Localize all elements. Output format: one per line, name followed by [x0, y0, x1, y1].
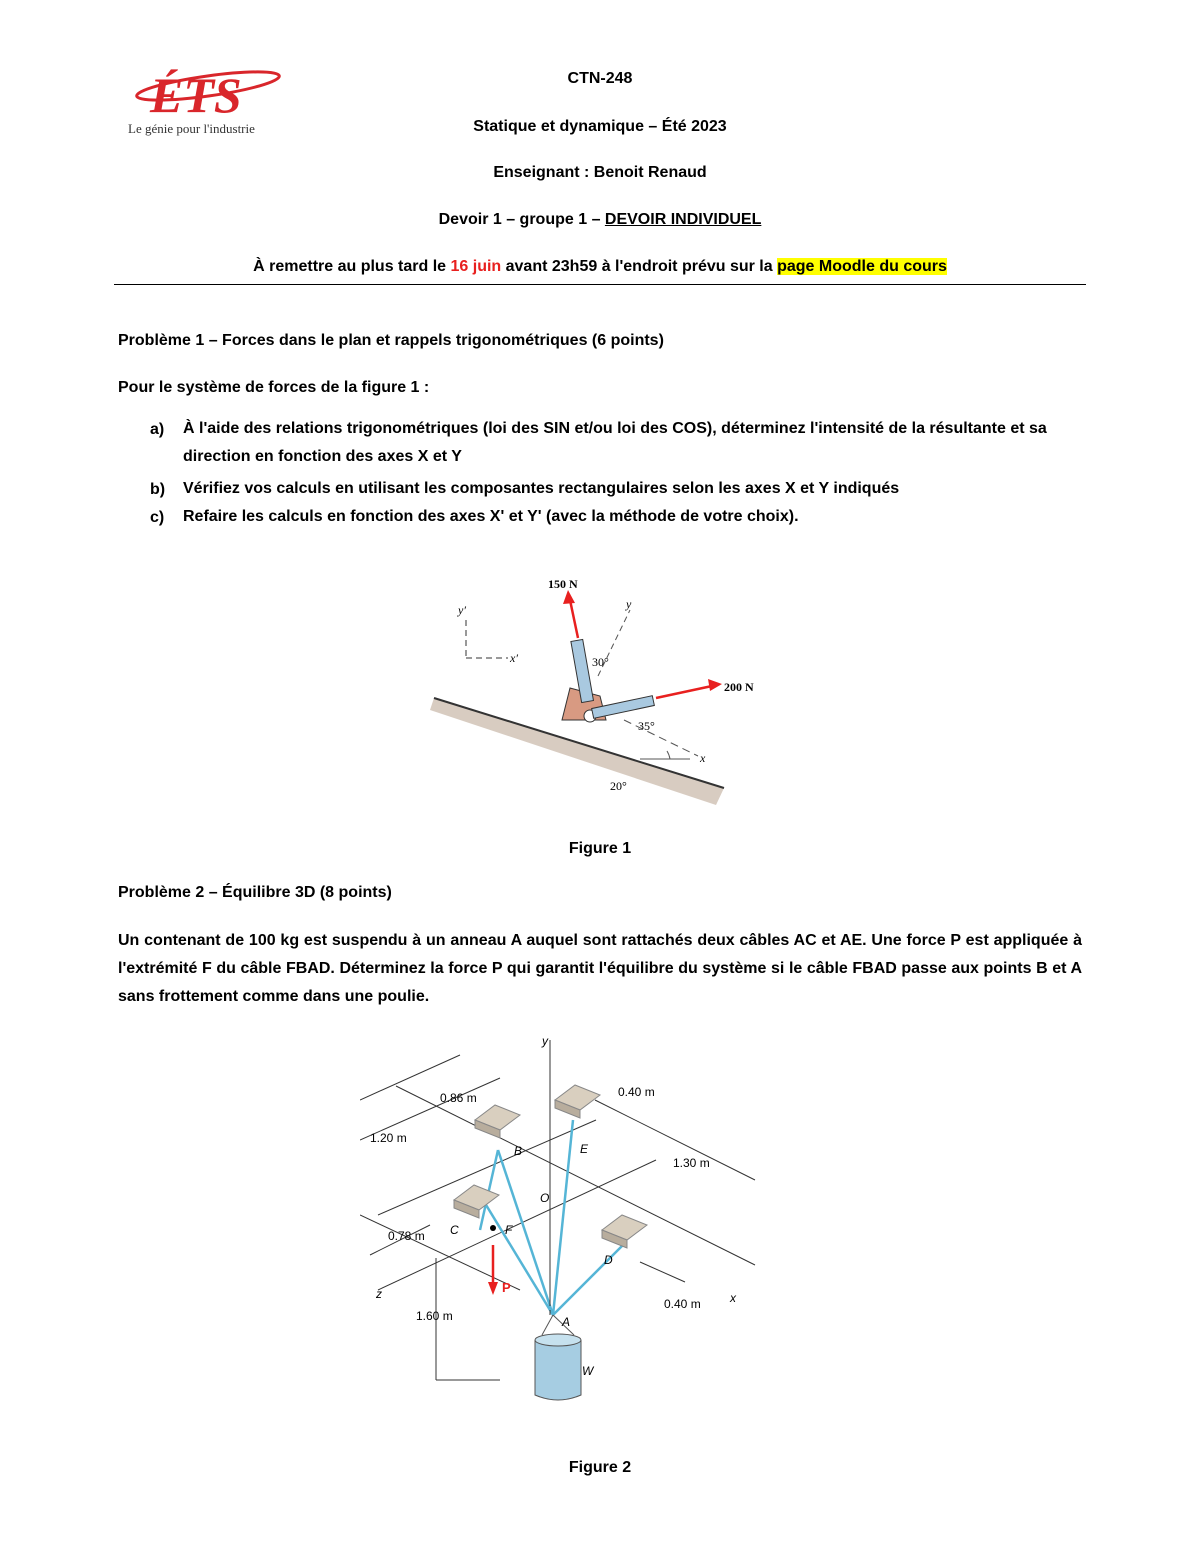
- list-item: c) Refaire les calculs en fonction des axes X' et Y' (avec la méthode de votre choix).: [150, 508, 799, 526]
- due-date: 16 juin: [450, 258, 502, 275]
- angle-35: 35°: [638, 719, 655, 733]
- axis-x: x: [700, 751, 706, 765]
- point-E: E: [580, 1142, 589, 1156]
- list-item: a) À l'aide des relations trigonométriques (loi des SIN et/ou loi des COS), déterminez l'intensité de la résultante et sa direction en fonction des axes X et Y: [150, 420, 1047, 465]
- point-D: D: [604, 1253, 613, 1267]
- force-150: 150 N: [548, 577, 578, 591]
- course-code: CTN-248: [567, 70, 633, 87]
- force-P: P: [502, 1280, 511, 1295]
- axis-z: z: [376, 1287, 382, 1301]
- figure-1: [420, 570, 780, 810]
- point-F: F: [505, 1223, 513, 1237]
- dim-040-bottom: 0.40 m: [664, 1297, 701, 1311]
- axis-x: x: [730, 1291, 736, 1305]
- moodle-link: page Moodle du cours: [777, 258, 947, 275]
- dim-130: 1.30 m: [673, 1156, 710, 1170]
- dim-086: 0.86 m: [440, 1091, 477, 1105]
- axis-xprime: x′: [510, 651, 518, 665]
- devoir-title: Devoir 1 – groupe 1 – DEVOIR INDIVIDUEL: [438, 211, 762, 228]
- figure-2-caption: Figure 2: [568, 1459, 632, 1476]
- problem1-intro: Pour le système de forces de la figure 1 :: [118, 379, 430, 396]
- figure-1-caption: Figure 1: [568, 840, 632, 857]
- logo-text: ÉTS: [150, 67, 242, 123]
- dim-040-top: 0.40 m: [618, 1085, 655, 1099]
- problem2-title: Problème 2 – Équilibre 3D (8 points): [118, 884, 392, 901]
- axis-y: y: [542, 1034, 548, 1048]
- point-O: O: [540, 1191, 550, 1205]
- axis-yprime: y′: [458, 603, 466, 617]
- angle-20: 20°: [610, 779, 627, 793]
- teacher: Enseignant : Benoit Renaud: [493, 164, 707, 181]
- dim-078: 0.78 m: [388, 1229, 425, 1243]
- due-line: À remettre au plus tard le 16 juin avant 23h59 à l'endroit prévu sur la page Moodle du cours: [253, 258, 947, 275]
- dim-160: 1.60 m: [416, 1309, 453, 1323]
- dim-120: 1.20 m: [370, 1131, 407, 1145]
- point-B: B: [514, 1144, 523, 1158]
- header-divider: [114, 284, 1086, 285]
- list-item: b) Vérifiez vos calculs en utilisant les composantes rectangulaires selon les axes X et Y indiqués: [150, 480, 900, 498]
- problem2-text: Un contenant de 100 kg est suspendu à un anneau A auquel sont rattachés deux câbles AC et AE. Une force P est appliquée à l'extrémité F du câble FBAD. Déterminez la force P qui garantit l'équilibre du système si le câble FBAD passe aux points B et A sans frottement comme dans une poulie.: [118, 932, 1082, 1005]
- axis-y: y: [626, 597, 632, 611]
- weight-W: W: [582, 1364, 594, 1378]
- angle-30: 30°: [592, 655, 609, 669]
- point-A: A: [562, 1315, 571, 1329]
- problem1-title: Problème 1 – Forces dans le plan et rappels trigonométriques (6 points): [118, 332, 664, 349]
- force-200: 200 N: [724, 680, 754, 694]
- logo-tagline: Le génie pour l'industrie: [128, 121, 255, 136]
- point-C: C: [450, 1223, 459, 1237]
- course-subtitle: Statique et dynamique – Été 2023: [473, 118, 727, 135]
- figure-2: [360, 1030, 780, 1410]
